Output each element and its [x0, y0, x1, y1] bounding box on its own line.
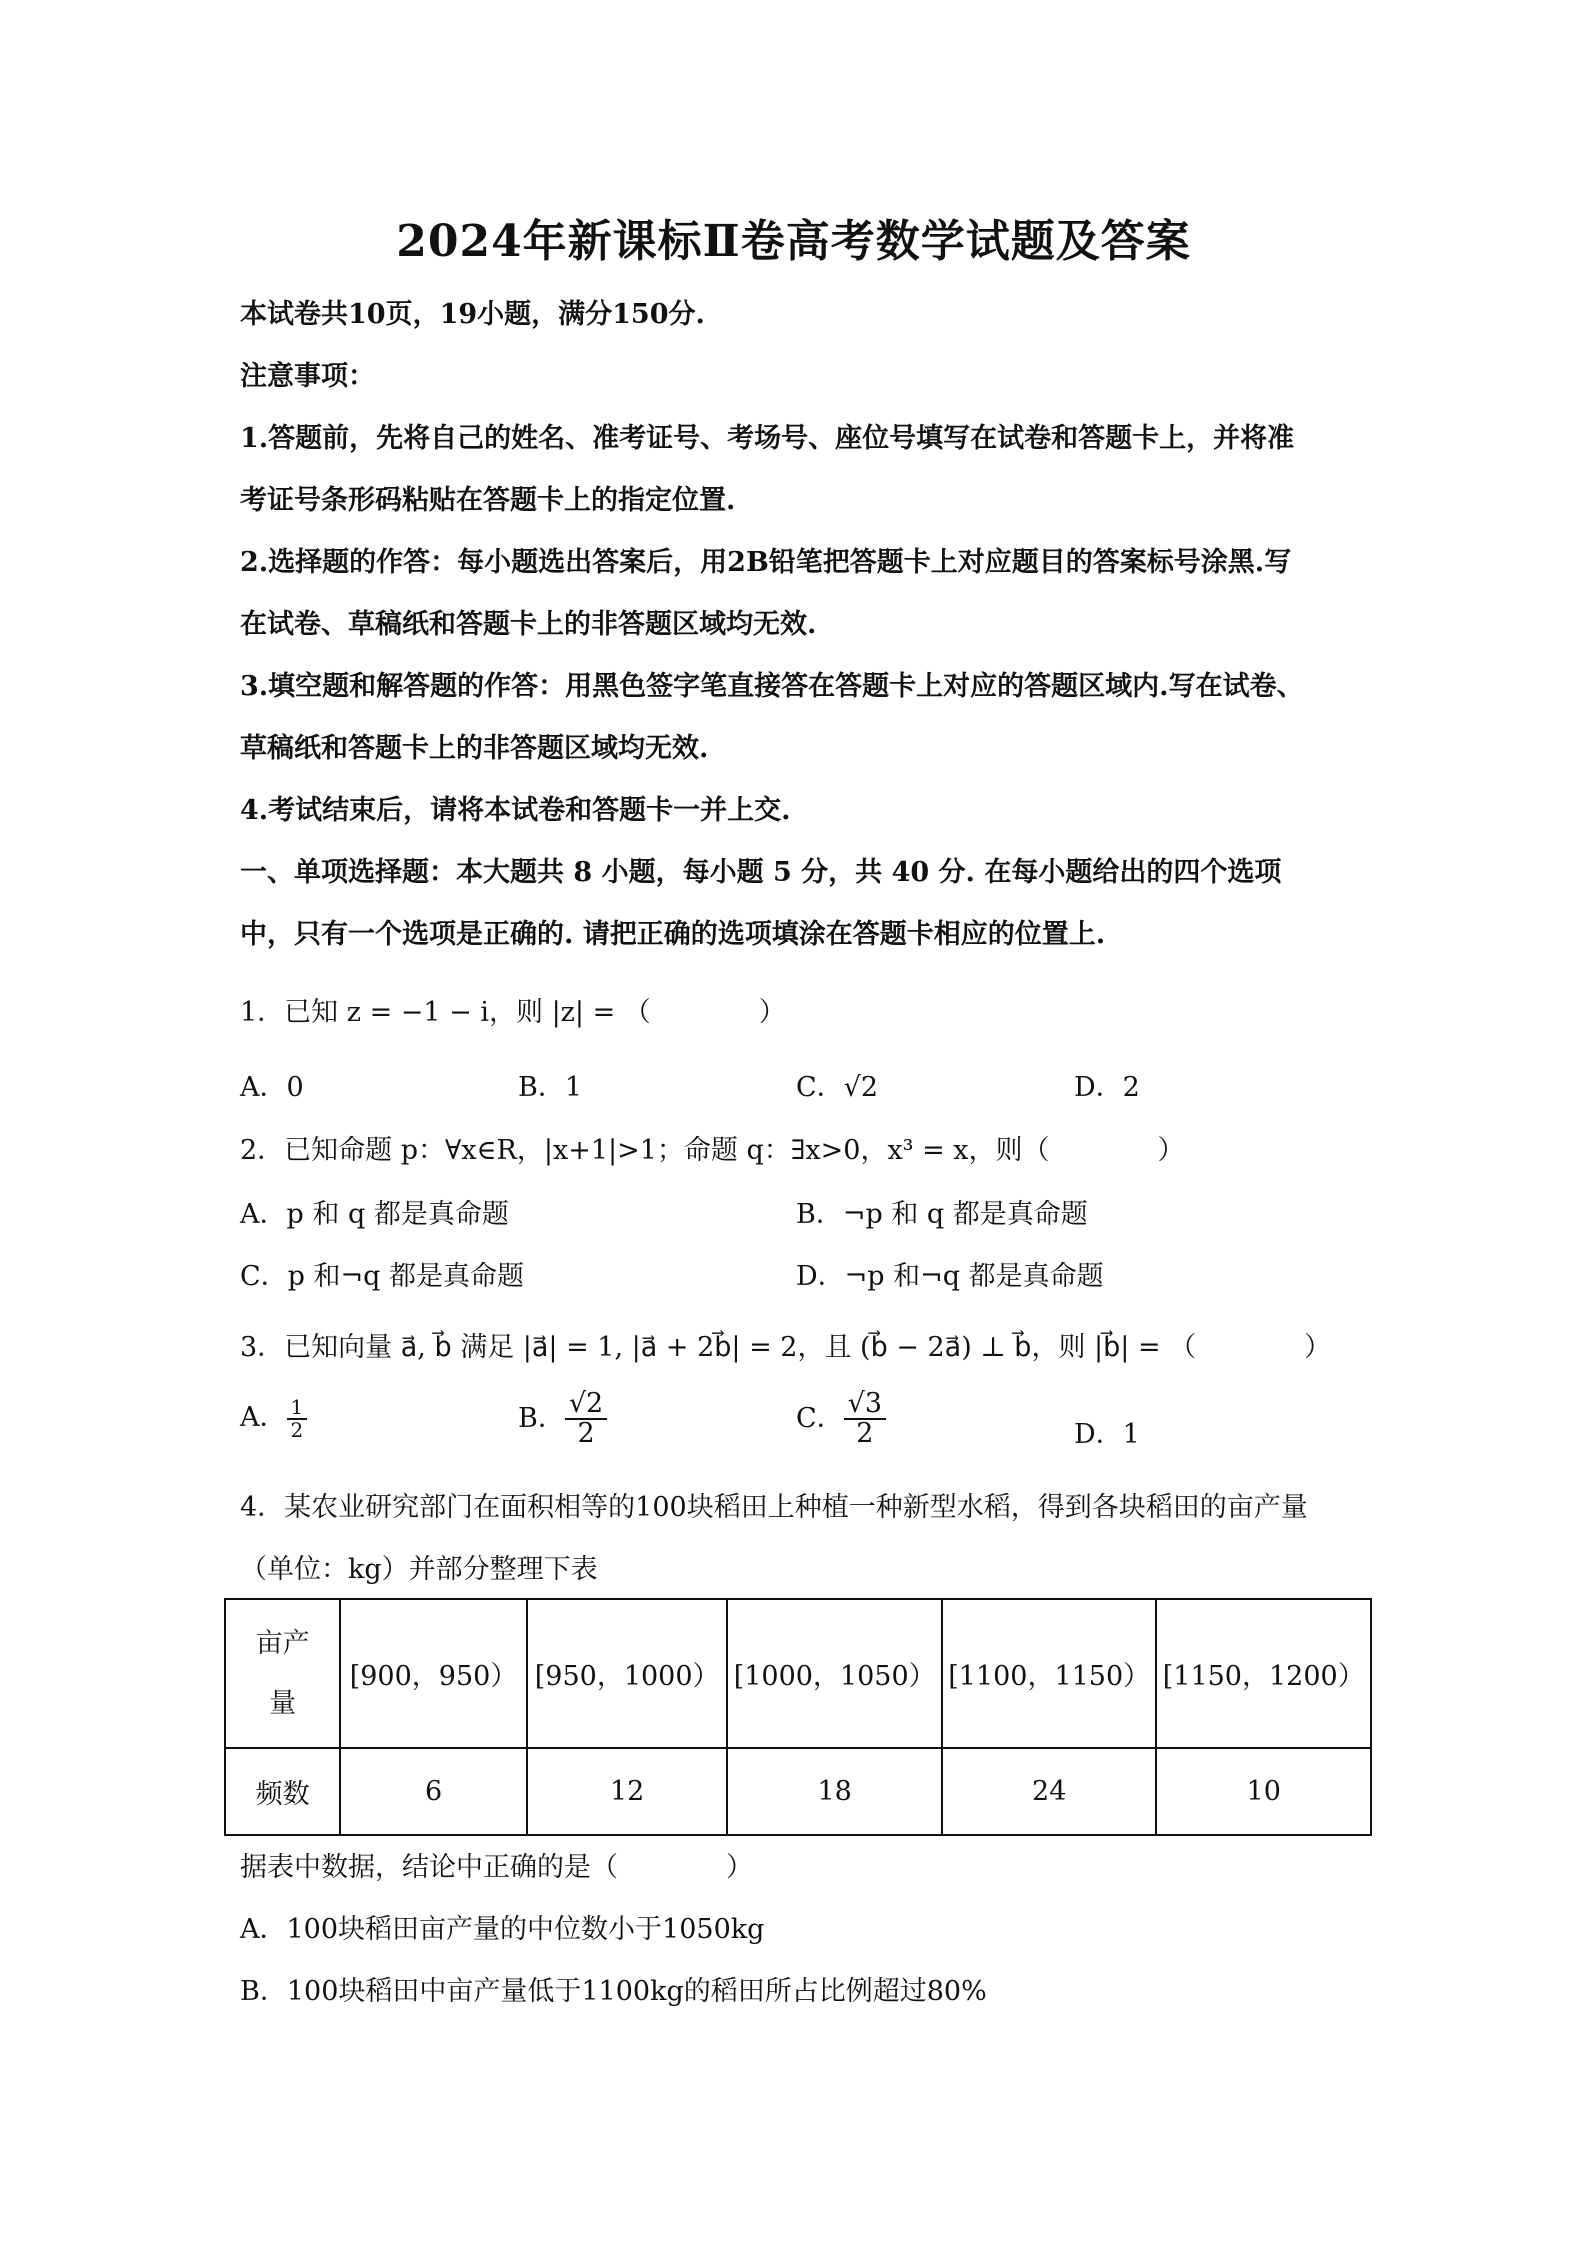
- table-cell: [950，1000）: [527, 1599, 728, 1748]
- table-cell: 12: [527, 1748, 728, 1835]
- question-4-stem: （单位：kg）并部分整理下表: [240, 1554, 598, 1585]
- fraction-numerator: 1: [287, 1397, 308, 1420]
- exam-intro: 本试卷共10页，19小题，满分150分.: [240, 299, 705, 330]
- frequency-table: [224, 1598, 1372, 1836]
- q3-option-c: [796, 1390, 886, 1449]
- question-1-stem: 1．已知 z = −1 − i，则 |z| = （ ）: [240, 997, 786, 1028]
- q2-option-b: B．¬p 和 q 都是真命题: [796, 1199, 1088, 1230]
- notice-line: 2.选择题的作答：每小题选出答案后，用2B铅笔把答题卡上对应题目的答案标号涂黑.写: [240, 547, 1292, 578]
- question-3-stem: 3．已知向量 a⃗, b⃗ 满足 |a⃗| = 1, |a⃗ + 2b⃗| = 2，且 (b⃗ − 2a⃗) ⊥ b⃗，则 |b⃗| = （ ）: [240, 1332, 1332, 1363]
- notice-line: 草稿纸和答题卡上的非答题区域均无效.: [240, 733, 709, 764]
- table-header-cell: [225, 1599, 340, 1748]
- table-cell: [1150，1200）: [1156, 1599, 1371, 1748]
- q1-option-b: B．1: [518, 1072, 583, 1103]
- fraction-numerator: √3: [844, 1390, 886, 1420]
- fraction-denominator: 2: [856, 1418, 874, 1450]
- option-label: B．: [518, 1402, 565, 1434]
- fraction-numerator: √2: [565, 1390, 607, 1420]
- table-cell: 18: [727, 1748, 942, 1835]
- q2-option-a: A．p 和 q 都是真命题: [240, 1199, 509, 1230]
- table-cell: 6: [340, 1748, 527, 1835]
- notice-line: 1.答题前，先将自己的姓名、准考证号、考场号、座位号填写在试卷和答题卡上，并将准: [240, 423, 1295, 454]
- table-cell: [1100，1150）: [942, 1599, 1157, 1748]
- q1-option-d: D．2: [1074, 1072, 1140, 1103]
- q3-option-d: D．1: [1074, 1419, 1140, 1450]
- fraction-denominator: 2: [577, 1418, 595, 1450]
- question-2-stem: 2．已知命题 p：∀x∈R，|x+1|>1；命题 q：∃x>0，x³ = x，则（ ）: [240, 1135, 1185, 1166]
- table-cell: 10: [1156, 1748, 1371, 1835]
- question-4-prompt: 据表中数据，结论中正确的是（ ）: [240, 1852, 753, 1883]
- table-cell: 24: [942, 1748, 1157, 1835]
- table-header-cell: 频数: [225, 1748, 340, 1835]
- section-heading: 中，只有一个选项是正确的. 请把正确的选项填涂在答题卡相应的位置上.: [240, 919, 1106, 950]
- section-heading: 一、单项选择题：本大题共 8 小题，每小题 5 分，共 40 分. 在每小题给出的四个选项: [240, 857, 1282, 888]
- notice-heading: 注意事项：: [240, 361, 375, 392]
- notice-line: 3.填空题和解答题的作答：用黑色签字笔直接答在答题卡上对应的答题区域内.写在试卷、: [240, 671, 1304, 702]
- table-cell: [900，950）: [340, 1599, 527, 1748]
- fraction-denominator: 2: [290, 1417, 304, 1442]
- table-row: [225, 1748, 1371, 1835]
- table-header-label: 亩产量: [255, 1627, 310, 1719]
- q2-option-d: D．¬p 和¬q 都是真命题: [796, 1261, 1104, 1292]
- option-label: A．: [240, 1402, 287, 1433]
- q4-option-a: A．100块稻田亩产量的中位数小于1050kg: [240, 1914, 765, 1945]
- table-row: [225, 1599, 1371, 1748]
- option-label: C．: [796, 1402, 844, 1434]
- notice-line: 4.考试结束后，请将本试卷和答题卡一并上交.: [240, 795, 791, 826]
- q2-option-c: C．p 和¬q 都是真命题: [240, 1261, 525, 1292]
- table-cell: [1000，1050）: [727, 1599, 942, 1748]
- q3-option-b: [518, 1390, 607, 1449]
- question-4-stem: 4．某农业研究部门在面积相等的100块稻田上种植一种新型水稻，得到各块稻田的亩产量: [240, 1492, 1308, 1523]
- q3-option-a: [240, 1395, 307, 1441]
- q4-option-b: B．100块稻田中亩产量低于1100kg的稻田所占比例超过80%: [240, 1976, 987, 2007]
- notice-line: 在试卷、草稿纸和答题卡上的非答题区域均无效.: [240, 609, 817, 640]
- notice-line: 考证号条形码粘贴在答题卡上的指定位置.: [240, 485, 736, 516]
- q1-option-c: C．√2: [796, 1072, 879, 1103]
- page-title: 2024年新课标Ⅱ卷高考数学试题及答案: [396, 216, 1191, 267]
- q1-option-a: A．0: [240, 1072, 304, 1103]
